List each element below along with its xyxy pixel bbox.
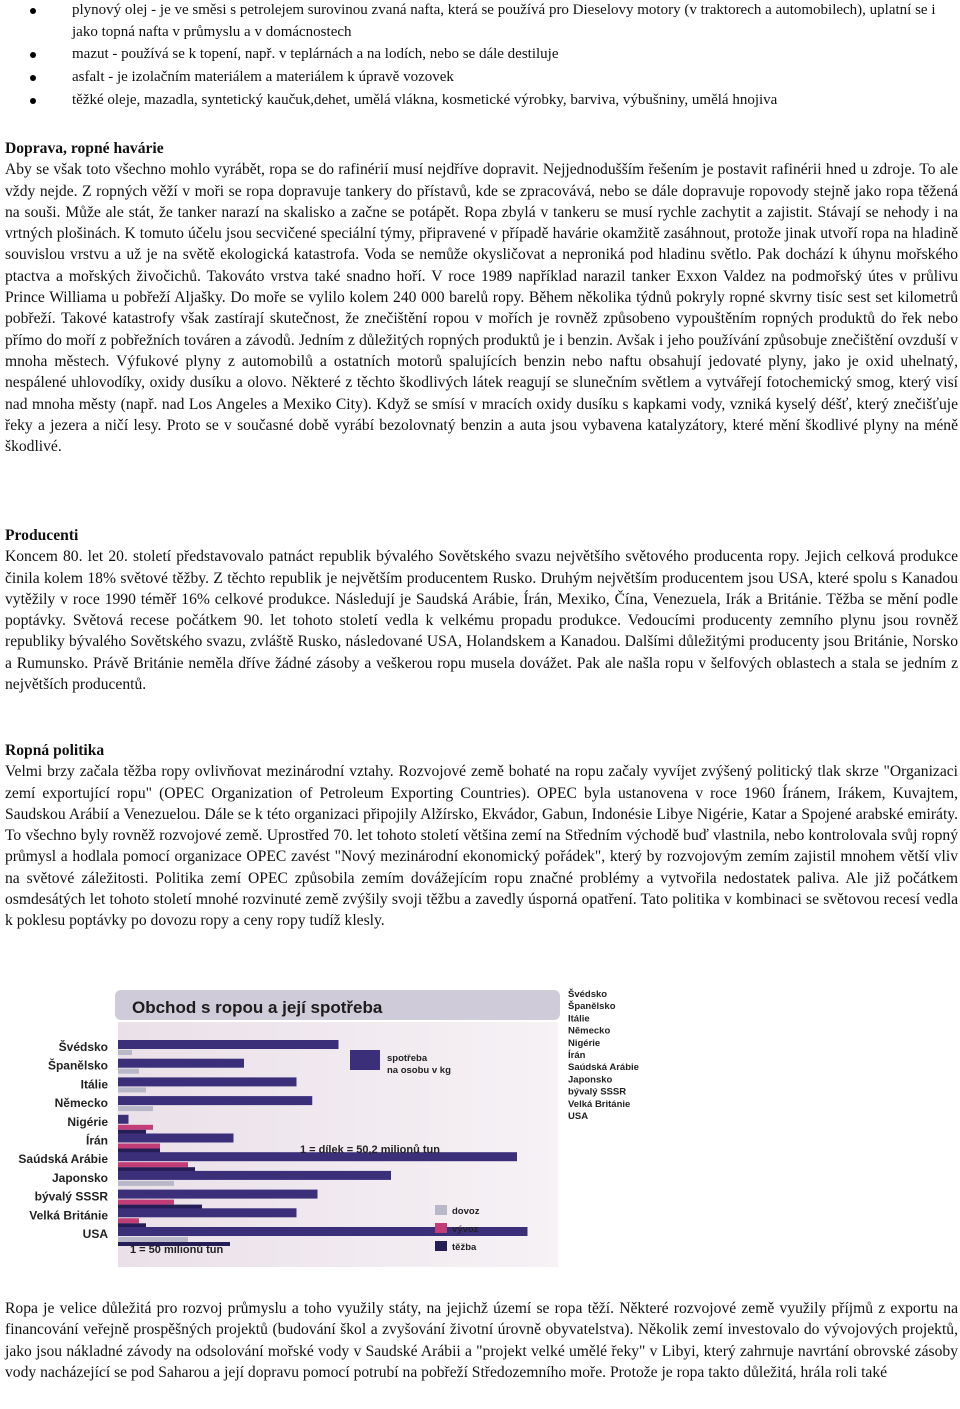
section-text: Aby se však toto všechno mohlo vyrábět, ropa se do rafinérií musí nejdříve dopravit. Nejjednodušším řešením je postavit rafinérii hned u zdroje. To ale vždy nejde. Z ropných věží v moři se ropa dopravuje tankery do přístavů, kde se zpracovává, nebo se dále dopravuje ropovody stejně jako ropa těžená na souši. Může ale stát, že tanker narazí na skalisko a začne se potápět. Ropa zbylá v tankeru se musí rychle zachytit a zajistit. Stávají se nehody i na vrtných plošinách. K tomuto účelu jsou secvičené speciální týmy, připravené v případě havárie okamžitě zasáhnout, protože jinak utvoří ropa na hladině souvislou vrstvu a už je na světě ekologická katastrofa. Voda se nemůže okysličovat a neproniká pod hladinu světlo. Pak dochází k úhynu mořského ptactva a mořských živočichů. Takováto vrstva také snadno hoří. V roce 1989 například narazil tanker Exxon Valdez na podmořský útes v průlivu Prince Williama u pobřeží Aljašky. Do moře se vylilo kolem 240 000 barelů ropy. Během několika týdnů pokryly ropné skvrny tisíc sest set kilometrů pobřeží. Takové katastrofy však zastírají skutečnost, že znečištění ropou v mořích je rovněž způsobeno vypouštěním ropných produktů do řek nebo přímo do moří z pobřežních továren a závodů. Jedním z důležitých ropných produktů je i benzin. Avšak i jeho používání způsobuje znečištění ovzduší v mnoha městech. Výfukové plyny z automobilů a ostatních motorů spalujících benzin nebo naftu obsahují jedovaté plyny, jako je oxid uhelnatý, nespálené uhlovodíky, oxidy dusíku a olovo. Některé z těchto škodlivých látek reagují se slunečním světlem a vytvářejí fotochemický smog, který visí nad mnoha městy (např. nad Los Angeles a Mexiko City). Když se smísí v mracích oxidy dusíku s kapkami vody, vzniká kyselý déšť, který znečišťuje řeky a jezera a ničí lesy. Proto se v současné době vyrábí bezolovnatý benzin a auta jsou vybavena katalyzátory, které mění škodlivé plyny na méně škodlivé.	[5, 161, 958, 456]
chart-category-label: bývalý SSSR	[34, 1189, 108, 1204]
production-bar	[118, 1205, 202, 1209]
import-bar	[118, 1106, 153, 1111]
import-bar	[118, 1237, 188, 1242]
export-bar	[118, 1144, 160, 1149]
chart-right-country-label: Švédsko	[568, 989, 608, 1000]
section-heading: Producenti	[5, 527, 79, 544]
consumption-bar	[118, 1059, 244, 1068]
production-bar	[118, 1223, 146, 1227]
list-item	[0, 0, 960, 43]
chart-right-country-label: Nigérie	[568, 1037, 601, 1049]
list-item	[0, 67, 960, 89]
consumption-bar	[118, 1134, 234, 1143]
chart-category-label: Írán	[85, 1133, 108, 1148]
bullet-icon	[30, 75, 36, 81]
consumption-bar	[118, 1040, 339, 1049]
chart-category-label: Nigérie	[67, 1114, 108, 1129]
chart-right-country-label: Írán	[568, 1050, 586, 1061]
scale-bottom-label: 1 = 50 milionů tun	[130, 1244, 224, 1256]
export-bar	[118, 1200, 174, 1205]
chart-title: Obchod s ropou a její spotřeba	[132, 998, 383, 1017]
bullet-icon	[30, 98, 36, 104]
closing-text: Ropa je velice důležitá pro rozvoj průmyslu a toho využily státy, na jejichž území se ropa těží. Některé rozvojové země využily příjmů z exportu na financování veřejně prospěšných projektů (budování škol a zvyšování životní úrovně obyvatelstva). Několik zemí investovalo do vývojových projektů, jako jsou nákladné závody na odsolování mořské vody v Saudské Arábii a "projekt velké umělé řeky" v Libyi, který zahrnuje navrtání obrovské zásoby vody nacházející se pod Saharou a její dopravu pomocí potrubí na pobřeží Středozemního moře. Protože je ropa takto důležitá, hrála roli také	[5, 1300, 958, 1381]
chart-right-country-label: Saúdská Arábie	[568, 1062, 639, 1074]
chart-right-country-label: bývalý SSSR	[568, 1086, 627, 1098]
legend-consumption-swatch	[350, 1050, 380, 1070]
chart-category-label: Španělsko	[47, 1058, 108, 1073]
production-bar	[118, 1167, 195, 1171]
chart-category-label: Saúdská Arábie	[18, 1152, 108, 1167]
chart-category-label: Japonsko	[51, 1170, 108, 1185]
chart-category-label: Švédsko	[58, 1040, 108, 1054]
production-bar	[118, 1149, 160, 1153]
chart-right-country-label: Velká Británie	[568, 1098, 631, 1110]
chart-category-label: Itálie	[80, 1077, 108, 1092]
chart-right-labels	[568, 988, 639, 1122]
consumption-bar	[118, 1171, 391, 1180]
section-text: Koncem 80. let 20. století představovalo patnáct republik bývalého Sovětského svazu největšího světového producenta ropy. Jejich celková produkce činila kolem 18% světové těžby. Z těchto republik je největším producentem Rusko. Druhým největším producentem jsou USA, které spolu s Kanadou vytěžily v roce 1990 téměř 16% celkové produkce. Následují je Saudská Arábie, Írán, Mexiko, Čína, Venezuela, Irák a Británie. Těžba se mění podle poptávky. Světová recese počátkem 90. let tohoto století vedla k velkému propadu produkce. Vedoucími producenty zemního plynu jsou rovněž republiky bývalého Sovětského svazu, zvláště Rusko, následované USA, Holandskem a Kanadou. Dalšími důležitými producenty jsou Británie, Norsko a Rumunsko. Právě Británie neměla dříve žádné zásoby a veškerou ropu musela dovážet. Pak ale našla ropu v šelfových oblastech a stala se jedním z největších producentů.	[5, 548, 958, 694]
consumption-bar	[118, 1115, 129, 1124]
section-text: Velmi brzy začala těžba ropy ovlivňovat mezinárodní vztahy. Rozvojové země bohaté na ropu začaly vyvíjet zvýšený politický tlak skrze "Organizaci zemí exportující ropu" (OPEC Organization of Petroleum Exporting Countries). OPEC byla ustanovena v roce 1960 Íránem, Irákem, Kuvajtem, Saudskou Arábií a Venezuelou. Dále se k této organizaci připojily Alžírsko, Ekvádor, Gabun, Indonésie Libye Nigérie, Katar a Spojené arabské emiráty. To všechno byly rovněž rozvojové země. Uprostřed 70. let tohoto století většina zemí na Středním východě buď vlastnila, nebo kontrolovala svůj ropný průmysl a hodlala pomocí organizace OPEC zavést "Nový mezinárodní ekonomický pořádek", který by rozvojovým zemím zajistil mnohem větší vliv na světové záležitosti. Politika zemí OPEC způsobila zemím dovážejícím ropu značné problémy a vytvořila nedostatek paliva. Ale již počátkem osmdesátých let tohoto století mnohé rozvinuté země zvýšily svoji těžbu a zavedly úsporná opatření. Tato politika v kombinaci se světovou recesí vedla k poklesu poptávky po dovozu ropy a ceny ropy tudíž klesly.	[5, 763, 958, 930]
list-item-text: asfalt - je izolačním materiálem a materiálem k úpravě vozovek	[72, 68, 454, 85]
chart-category-label: USA	[82, 1227, 108, 1241]
legend-production-swatch	[435, 1241, 447, 1251]
import-bar	[118, 1050, 132, 1055]
section-heading: Doprava, ropné havárie	[5, 140, 164, 157]
section-closing	[5, 1298, 958, 1383]
consumption-bar	[118, 1077, 297, 1086]
list-item	[0, 44, 960, 66]
chart-right-country-label: USA	[568, 1111, 589, 1122]
chart-category-label: Velká Británie	[29, 1208, 108, 1223]
oil-trade-chart	[0, 975, 960, 1280]
legend-consumption-label: spotřeba na osobu v kg	[387, 1053, 451, 1076]
export-bar	[118, 1125, 153, 1130]
scale-top-label: 1 = dílek = 50,2 milionů tun	[300, 1144, 440, 1156]
chart-right-country-label: Itálie	[568, 1013, 590, 1025]
legend-production-label: těžba	[452, 1242, 477, 1253]
export-bar	[118, 1162, 188, 1167]
chart-left-labels	[18, 1039, 108, 1241]
list-item-text: plynový olej - je ve směsi s petrolejem surovinou zvaná nafta, která se používá pro Dieselovy motory (v traktorech a automobilech), uplatní se i jako topná nafta v průmyslu a v domácnostech	[72, 2, 936, 40]
bullet-icon	[30, 52, 36, 58]
import-bar	[118, 1069, 139, 1074]
bullet-icon	[30, 8, 36, 14]
chart-right-country-label: Německo	[568, 1025, 611, 1037]
section-transport	[5, 138, 958, 457]
legend-import-label: dovoz	[452, 1206, 480, 1217]
list-item-text: těžké oleje, mazadla, syntetický kaučuk,dehet, umělá vlákna, kosmetické výrobky, barviva, výbušniny, umělá hnojiva	[72, 92, 778, 108]
consumption-bar	[118, 1190, 318, 1199]
section-heading: Ropná politika	[5, 742, 105, 759]
consumption-bar	[118, 1096, 312, 1105]
chart-right-country-label: Španělsko	[568, 1001, 616, 1013]
chart-right-country-label: Japonsko	[568, 1074, 613, 1086]
legend-export-swatch	[435, 1223, 447, 1233]
production-bar	[118, 1130, 146, 1134]
import-bar	[118, 1181, 174, 1186]
export-bar	[118, 1218, 139, 1223]
import-bar	[118, 1087, 146, 1092]
legend-import-swatch	[435, 1205, 447, 1215]
list-item-text: mazut - používá se k topení, např. v teplárnách a na lodích, nebo se dále destiluje	[72, 46, 559, 62]
chart-category-label: Německo	[54, 1096, 108, 1111]
section-oil-politics	[5, 740, 958, 932]
legend-export-label: vývoz	[452, 1224, 479, 1235]
list-item	[0, 90, 960, 112]
consumption-bar	[118, 1208, 297, 1217]
section-producers	[5, 525, 958, 695]
